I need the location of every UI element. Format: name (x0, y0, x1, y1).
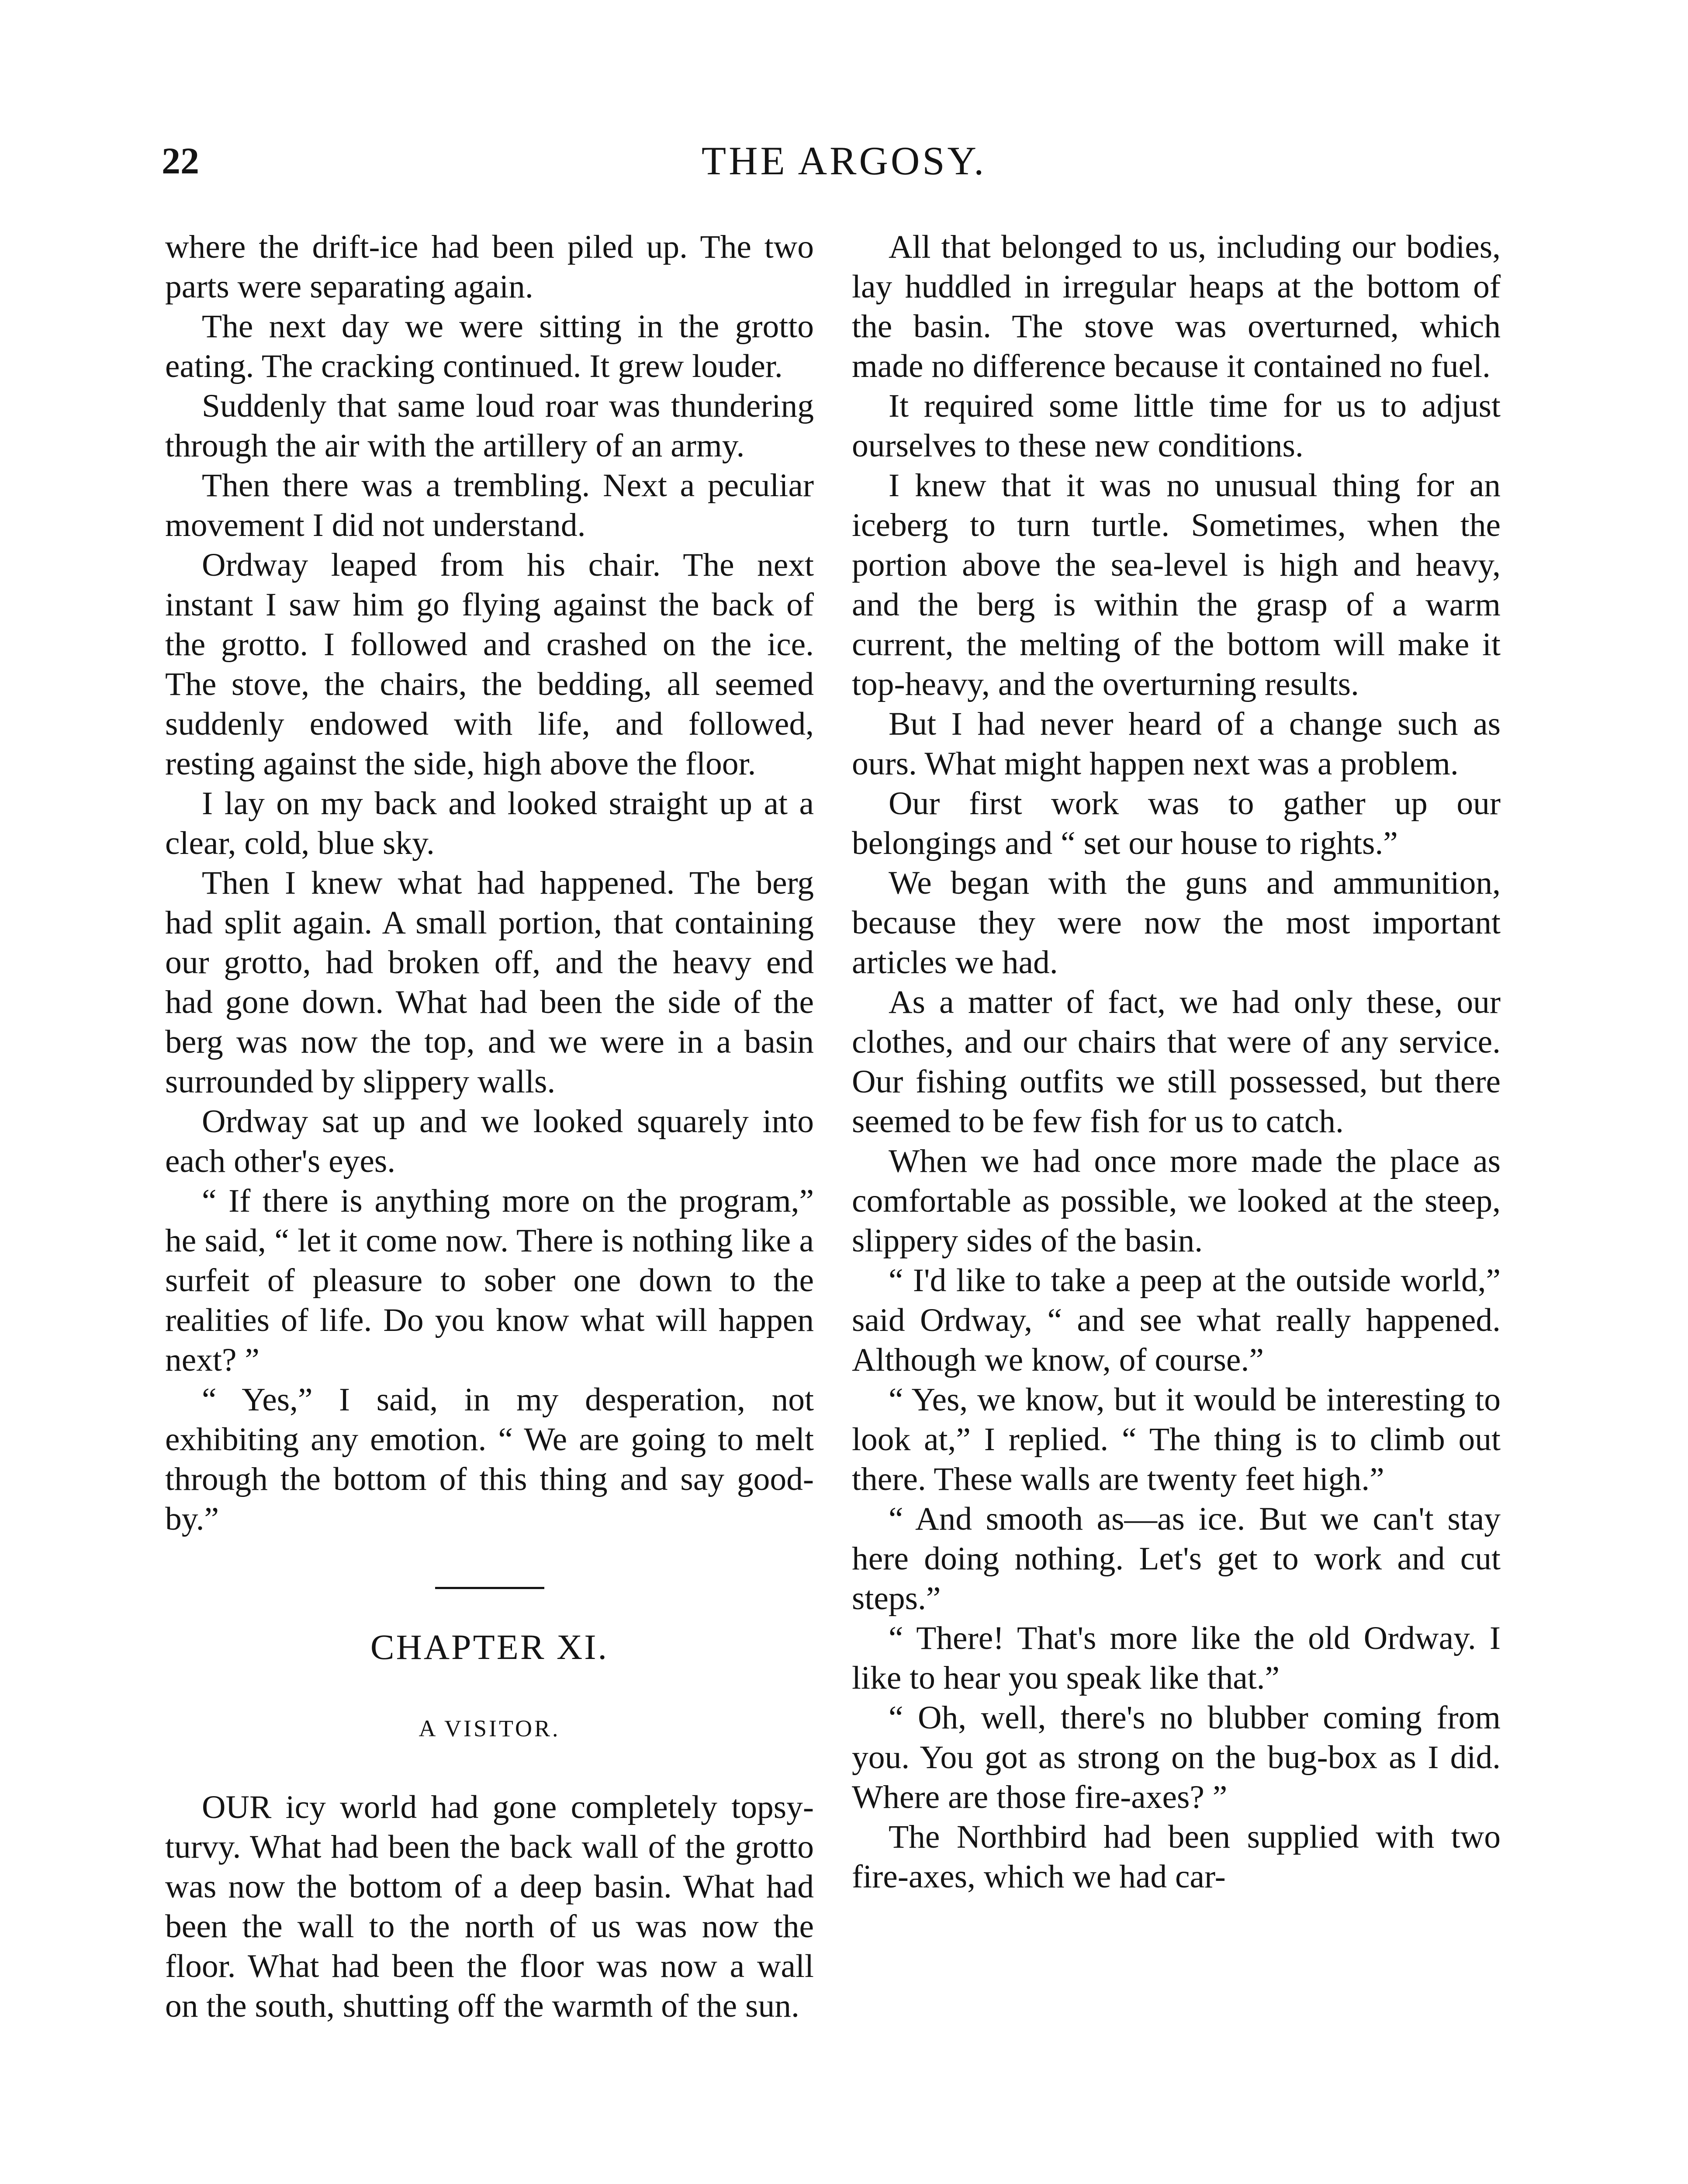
right-paragraph: “ And smooth as—as ice. But we can't stay here doing nothing. Let's get to work and cut steps.” (852, 1501, 1501, 1617)
left-paragraph: Ordway sat up and we looked squarely into each other's eyes. (165, 1103, 814, 1179)
right-paragraph: All that belonged to us, including our bodies, lay huddled in irregular heaps at the bottom of the basin. The stove was overturned, which made no difference because it contained no fuel. (852, 229, 1501, 384)
section-divider (435, 1587, 544, 1589)
left-paragraph: I lay on my back and looked straight up at a clear, cold, blue sky. (165, 785, 814, 861)
left-paragraph: The next day we were sitting in the grotto eating. The cracking continued. It grew louder. (165, 308, 814, 384)
right-paragraph: As a matter of fact, we had only these, our clothes, and our chairs that were of any service. Our fishing outfits we still possessed, but there seemed to be few fish for us to catch. (852, 984, 1501, 1140)
left-column (165, 227, 814, 2026)
right-column (852, 227, 1501, 1897)
left-paragraph: Suddenly that same loud roar was thundering through the air with the artillery of an army. (165, 388, 814, 464)
chapter-title: CHAPTER XI. (370, 1627, 609, 1667)
chapter-subtitle: A VISITOR. (419, 1715, 560, 1742)
right-paragraph: “ I'd like to take a peep at the outside world,” said Ordway, “ and see what really happened. Although we know, of course.” (852, 1262, 1501, 1378)
running-head: THE ARGOSY. (701, 138, 987, 183)
right-paragraph: It required some little time for us to adjust ourselves to these new conditions. (852, 388, 1501, 464)
right-paragraph: Our first work was to gather up our belongings and “ set our house to rights.” (852, 785, 1501, 861)
left-paragraph: Then I knew what had happened. The berg had split again. A small portion, that containing our grotto, had broken off, and the heavy end had gone down. What had been the side of the berg was now the top, and we were in a basin surrounded by slippery walls. (165, 865, 814, 1100)
right-paragraph: We began with the guns and ammunition, because they were now the most important articles we had. (852, 865, 1501, 981)
right-paragraph: “ There! That's more like the old Ordway. I like to hear you speak like that.” (852, 1620, 1501, 1696)
right-paragraph: But I had never heard of a change such as ours. What might happen next was a problem. (852, 706, 1501, 782)
left-paragraph: where the drift-ice had been piled up. The two parts were separating again. (165, 229, 814, 305)
right-paragraph: “ Yes, we know, but it would be interesting to look at,” I replied. “ The thing is to climb out there. These walls are twenty feet high.” (852, 1382, 1501, 1497)
left-paragraph: “ If there is anything more on the program,” he said, “ let it come now. There is nothing like a surfeit of pleasure to sober one down to the realities of life. Do you know what will happen next? ” (165, 1183, 814, 1378)
left-paragraph: “ Yes,” I said, in my desperation, not exhibiting any emotion. “ We are going to melt through the bottom of this thing and say good-by.” (165, 1382, 814, 1537)
right-paragraph: When we had once more made the place as comfortable as possible, we looked at the steep, slippery sides of the basin. (852, 1143, 1501, 1259)
right-paragraph: I knew that it was no unusual thing for an iceberg to turn turtle. Sometimes, when the portion above the sea-level is high and heavy, and the berg is within the grasp of a warm current, the melting of the bottom will make it top-heavy, and the overturning results. (852, 467, 1501, 702)
left-paragraph: Then there was a trembling. Next a peculiar movement I did not understand. (165, 467, 814, 543)
left-paragraph: Ordway leaped from his chair. The next instant I saw him go flying against the back of the grotto. I followed and crashed on the ice. The stove, the chairs, the bedding, all seemed suddenly endowed with life, and followed, resting against the side, high above the floor. (165, 547, 814, 782)
right-paragraph: “ Oh, well, there's no blubber coming from you. You got as strong on the bug-box as I did. Where are those fire-axes? ” (852, 1700, 1501, 1815)
page-number: 22 (162, 140, 199, 182)
right-paragraph: The Northbird had been supplied with two fire-axes, which we had car- (852, 1819, 1501, 1895)
chapter-opening-paragraph: OUR icy world had gone completely topsy-turvy. What had been the back wall of the grotto was now the bottom of a deep basin. What had been the wall to the north of us was now the floor. What had been the floor was now a wall on the south, shutting off the warmth of the sun. (165, 1789, 814, 2024)
